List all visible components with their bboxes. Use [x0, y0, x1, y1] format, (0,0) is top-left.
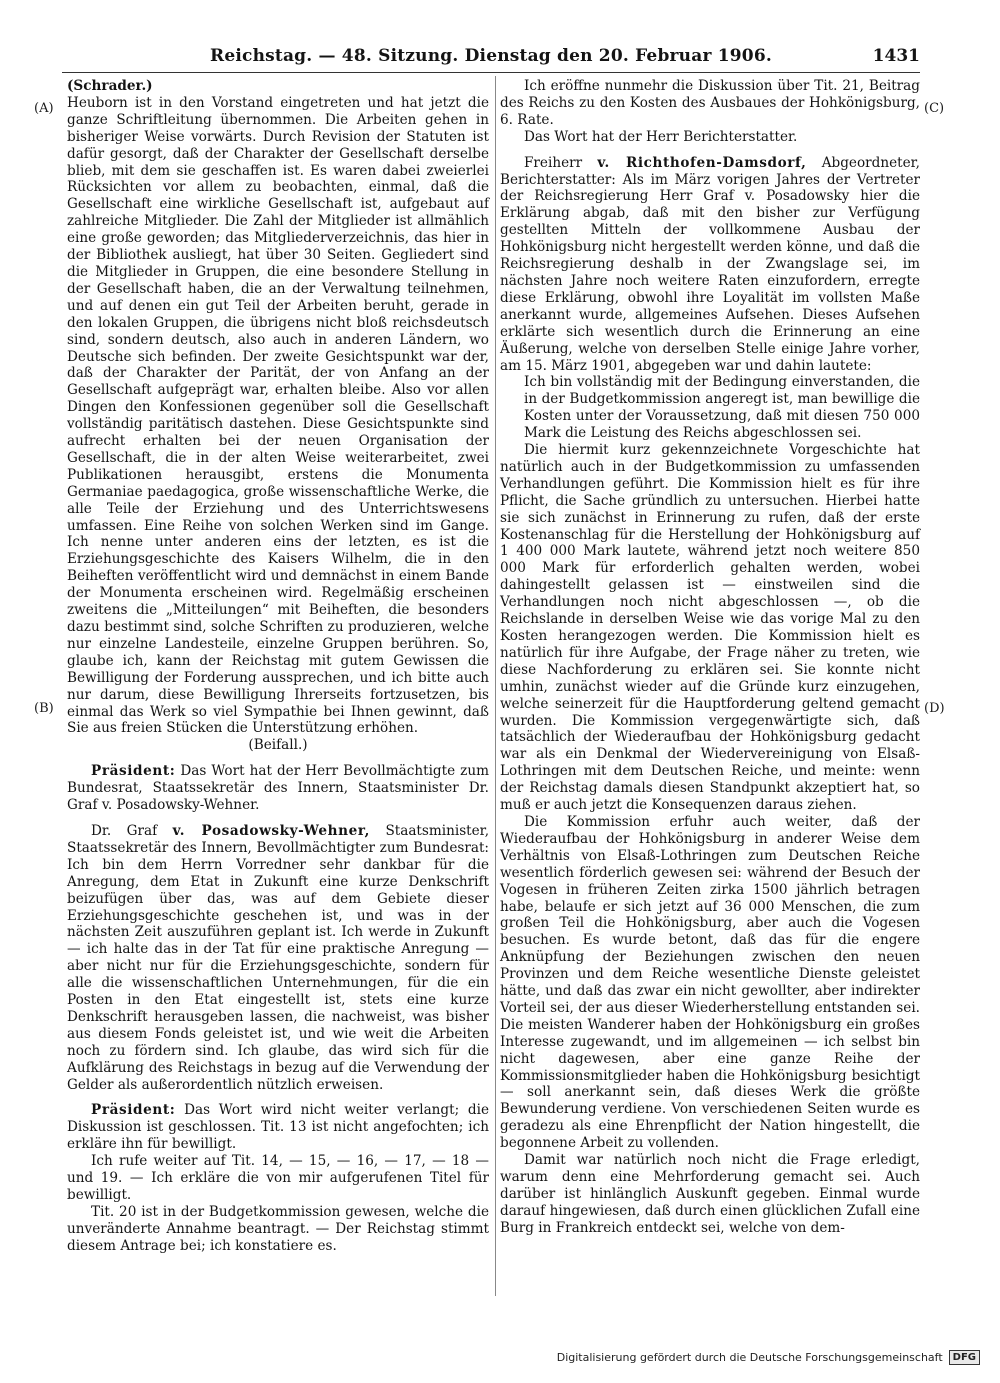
speaker-continuation: (Schrader.): [67, 78, 153, 94]
speaker-prefix: Freiherr: [524, 154, 583, 171]
margin-mark-d: (D): [924, 701, 945, 716]
speaker-prefix: Dr. Graf: [91, 822, 158, 839]
margin-mark-b: (B): [34, 701, 54, 716]
margin-mark-a: (A): [34, 101, 54, 116]
paragraph: Damit war natürlich noch nicht die Frage erledigt, warum denn eine Mehrforderung gemacht sei. Auch darüber ist hinlänglich Auskunft gegeben. Einmal wurde darauf hingewiesen, daß durch einen glücklichen Zufall eine Burg in Frankreich entdeckt sei, welche von dem-: [500, 1152, 920, 1236]
paragraph-text: Staatsminister, Staatssekretär des Innern, Bevollmächtigter zum Bundesrat: Ich bin dem Herrn Vorredner sehr dankbar für die Anregung, dem Etat in Zukunft eine kurze Denkschrift beizufügen über das, was auf dem Gebiete dieser Erziehungsgeschichte geschehen ist, und was in der nächsten Zeit auszuführen geplant ist. Ich werde in Zukunft — ich halte das in der Tat für eine praktische Anregung — aber nicht nur für die Erziehungsgeschichte, sondern für alle die wissenschaftlichen Unternehmungen, für die ein Posten in den Etat eingestellt ist, stets eine kurze Denkschrift herausgeben lassen, die nachweist, was bisher aus diesem Fonds geleistet ist, und wie weit die Arbeiten noch zu fördern sind. Ich glaube, das wird sich für die Aufklärung des Reichstags in bezug auf die Verwendung der Gelder als außerordentlich nützlich erweisen.: [67, 822, 490, 1093]
paragraph: [67, 1102, 489, 1153]
page-header: [62, 46, 920, 73]
left-column: [67, 78, 489, 1255]
paragraph-text: Das Wort wird nicht weiter verlangt; die Diskussion ist geschlossen. Tit. 13 ist nicht angefochten; ich erkläre ihn für bewilligt.: [67, 1102, 489, 1153]
speaker-name: Präsident:: [91, 763, 176, 780]
margin-mark-c: (C): [924, 101, 945, 116]
paragraph: Die Kommission erfuhr auch weiter, daß der Wiederaufbau der Hohkönigsburg in anderer Weise dem Verhältnis von Elsaß-Lothringen zum Deutschen Reiche wesentlich förderlich gewesen sei: während der Besuch der Vogesen in früheren Zeiten zirka 1500 jährlich betragen habe, belaufe er sich jetzt auf 36 000 Menschen, die zum großen Teil die Hohkönigsburg, aber auch die Vogesen besuchen. Es wurde betont, daß das für die engere Anknüpfung der Beziehungen zwischen den neuen Provinzen und dem Reiche wesentliche Dienste geleistet hätte, und daß das zwar ein nicht gewollter, aber indirekter Vorteil sei, der aus dieser Wiederherstellung entstanden sei. Die meisten Wanderer haben der Hohkönigsburg ein großes Interesse zugewandt, und im allgemeinen — ich selbst bin nicht dagewesen, aber eine ganze Reihe der Kommissionsmitglieder haben die Hohkönigsburg besichtigt — soll anerkannt sein, daß dieses Werk die größte Bewunderung verdiene. Von verschiedenen Seiten wurde es geradezu als eine Ehrenpflicht der Nation hingestellt, die begonnene Arbeit zu vollenden.: [500, 813, 920, 1152]
page-number: 1431: [872, 46, 920, 66]
speaker-name: v. Posadowsky-Wehner,: [172, 822, 370, 839]
paragraph: [500, 155, 920, 375]
applause-note: (Beifall.): [248, 737, 308, 754]
paragraph: Die hiermit kurz gekennzeichnete Vorgeschichte hat natürlich auch in der Budgetkommission zu umfassenden Verhandlungen geführt. Die Kommission hielt es für ihre Pflicht, die Sache gründlich zu untersuchen. Hierbei hatte sie sich zunächst in Erinnerung zu rufen, daß der erste Kostenanschlag für die Herstellung der Hohkönigsburg auf 1 400 000 Mark lautete, während jetzt noch weitere 850 000 Mark für erforderlich gehalten werden, wobei dahingestellt gelassen ist — einstweilen sind die Verhandlungen noch nicht abgeschlossen —, ob die Reichslande in derselben Weise wie das vorige Mal zu den Kosten herangezogen werden. Die Kommission hielt es natürlich für ihre Aufgabe, der Frage näher zu treten, wie diese Nachforderung zu erklären sei. Sie konnte nicht umhin, zunächst wieder auf die Gründe kurz einzugehen, welche seinerzeit für die Hauptforderung geltend gemacht wurden. Die Kommission vergegenwärtigte sich, daß tatsächlich der Wiederaufbau der Hohkönigsburg gedacht war als ein Denkmal der Wiedervereinigung von Elsaß-Lothringen mit dem Deutschen Reiche, und meinte: wenn der Reichstag damals diesen Standpunkt akzeptiert hat, so muß er auch jetzt die Konsequenzen daraus ziehen.: [500, 442, 920, 814]
column-divider: [495, 76, 496, 1296]
paragraph-text: Das Wort hat der Herr Bevollmächtigte zum Bundesrat, Staatssekretär des Innern, Staatsminister Dr. Graf v. Posadowsky-Wehner.: [67, 763, 489, 814]
paragraph: [67, 763, 489, 814]
paragraph: Ich eröffne nunmehr die Diskussion über Tit. 21, Beitrag des Reichs zu den Kosten des Ausbaues der Hohkönigsburg, 6. Rate.: [500, 78, 920, 128]
dfg-logo: DFG: [949, 1350, 980, 1365]
paragraph: [67, 823, 489, 1094]
paragraph: Das Wort hat der Herr Berichterstatter.: [524, 128, 798, 145]
running-title: Reichstag. — 48. Sitzung. Dienstag den 20. Februar 1906.: [210, 46, 772, 66]
paragraph: Ich rufe weiter auf Tit. 14, — 15, — 16, — 17, — 18 — und 19. — Ich erkläre die von mir aufgerufenen Titel für bewilligt.: [67, 1153, 489, 1203]
right-column: [500, 78, 920, 1237]
paragraph: Heuborn ist in den Vorstand eingetreten und hat jetzt die ganze Schriftleitung übernommen. Die Arbeiten gehen in bisheriger Weise vorwärts. Durch Revision der Statuten ist dafür gesorgt, daß der Charakter der Gesellschaft derselbe blieb, mit dem sie geschaffen ist. Es waren dabei zweierlei Rücksichten vor allem zu beobachten, einmal, daß die Gesellschaft eine wirkliche Gesellschaft ist, aufgebaut auf zahlreiche Mitglieder. Die Zahl der Mitglieder ist allmählich eine große geworden; das Mitgliederverzeichnis, das hier in der Bibliothek ausliegt, hat über 30 Seiten. Gegliedert sind die Mitglieder in Gruppen, die eine besondere Stellung in der Gesellschaft haben, die an der Verwaltung teilnehmen, und auf denen ein gut Teil der Arbeiten beruht, gerade in den lokalen Gruppen, die übrigens nicht bloß reichsdeutsch sind, sondern deutsch, also auch in anderen Ländern, wo Deutsche sich befinden. Der zweite Gesichtspunkt war der, daß der Charakter der Parität, der von Anfang an der Gesellschaft aufgeprägt war, erhalten bleibe. Also vor allen Dingen den Konfessionen gegenüber soll die Gesellschaft vollständig paritätisch dastehen. Diese Gesichtspunkte sind aufrecht erhalten bei der neuen Organisation der Gesellschaft, die in der alten Weise weiterarbeitet, zwei Publikationen herausgibt, erstens die Monumenta Germaniae paedagogica, große wissenschaftliche Werke, die alle Teile der Erziehung und des Unterrichtswesens umfassen. Eine Reihe von solchen Werken sind im Gange. Ich nenne unter anderen eins der letzten, es ist die Erziehungsgeschichte des Kaisers Wilhelm, die in den Beiheften veröffentlicht wird und demnächst in einem Bande der Monumenta erscheinen wird. Regelmäßig erscheinen zweitens die „Mitteilungen“ mit Beiheften, die besonders dazu bestimmt sind, solche Schriften zu produzieren, welche nur einzelne Landesteile, einzelne Gruppen berühren. So, glaube ich, kann der Reichstag mit gutem Gewissen die Bewilligung der Forderung aussprechen, und ich bitte auch nur darum, diese Bewilligung Ihrerseits fortzusetzen, bis einmal das Werk so viel Sympathie bei Ihnen gewinnt, daß Sie aus freien Stücken die Unterstützung erhöhen.: [67, 94, 489, 737]
block-quote: Ich bin vollständig mit der Bedingung einverstanden, die in der Budgetkommission angeregt ist, man bewillige die Kosten unter der Voraussetzung, daß mit diesen 750 000 Mark die Leistung des Reichs abgeschlossen sei.: [524, 374, 920, 442]
speaker-name: v. Richthofen-Damsdorf,: [597, 154, 807, 171]
credit-text: Digitalisierung gefördert durch die Deutsche Forschungsgemeinschaft: [556, 1351, 943, 1364]
speaker-name: Präsident:: [91, 1102, 176, 1119]
digitization-credit: [557, 1350, 980, 1365]
paragraph-text: Abgeordneter, Berichterstatter: Als im März vorigen Jahres der Vertreter der Reichsregierung Herr Graf v. Posadowsky hier die Erklärung abgab, daß mit den bisher zur Verfügung gestellten Mitteln der vollkommene Ausbau der Hohkönigsburg nicht hergestellt werden könne, und daß die Reichsregierung deshalb in der Zwangslage sei, im nächsten Jahre noch weitere Raten einzufordern, erregte diese Erklärung, obwohl ihre Loyalität im vollsten Maße anerkannt wurde, allgemeines Aufsehen. Dieses Aufsehen erklärte sich wesentlich durch die Erinnerung an eine Äußerung, welche von derselben Stelle einige Jahre vorher, am 15. März 1901, abgegeben war und dahin lautete:: [500, 154, 920, 374]
paragraph: Tit. 20 ist in der Budgetkommission gewesen, welche die unveränderte Annahme beantragt. — Der Reichstag stimmt diesem Antrage bei; ich konstatiere es.: [67, 1203, 489, 1254]
